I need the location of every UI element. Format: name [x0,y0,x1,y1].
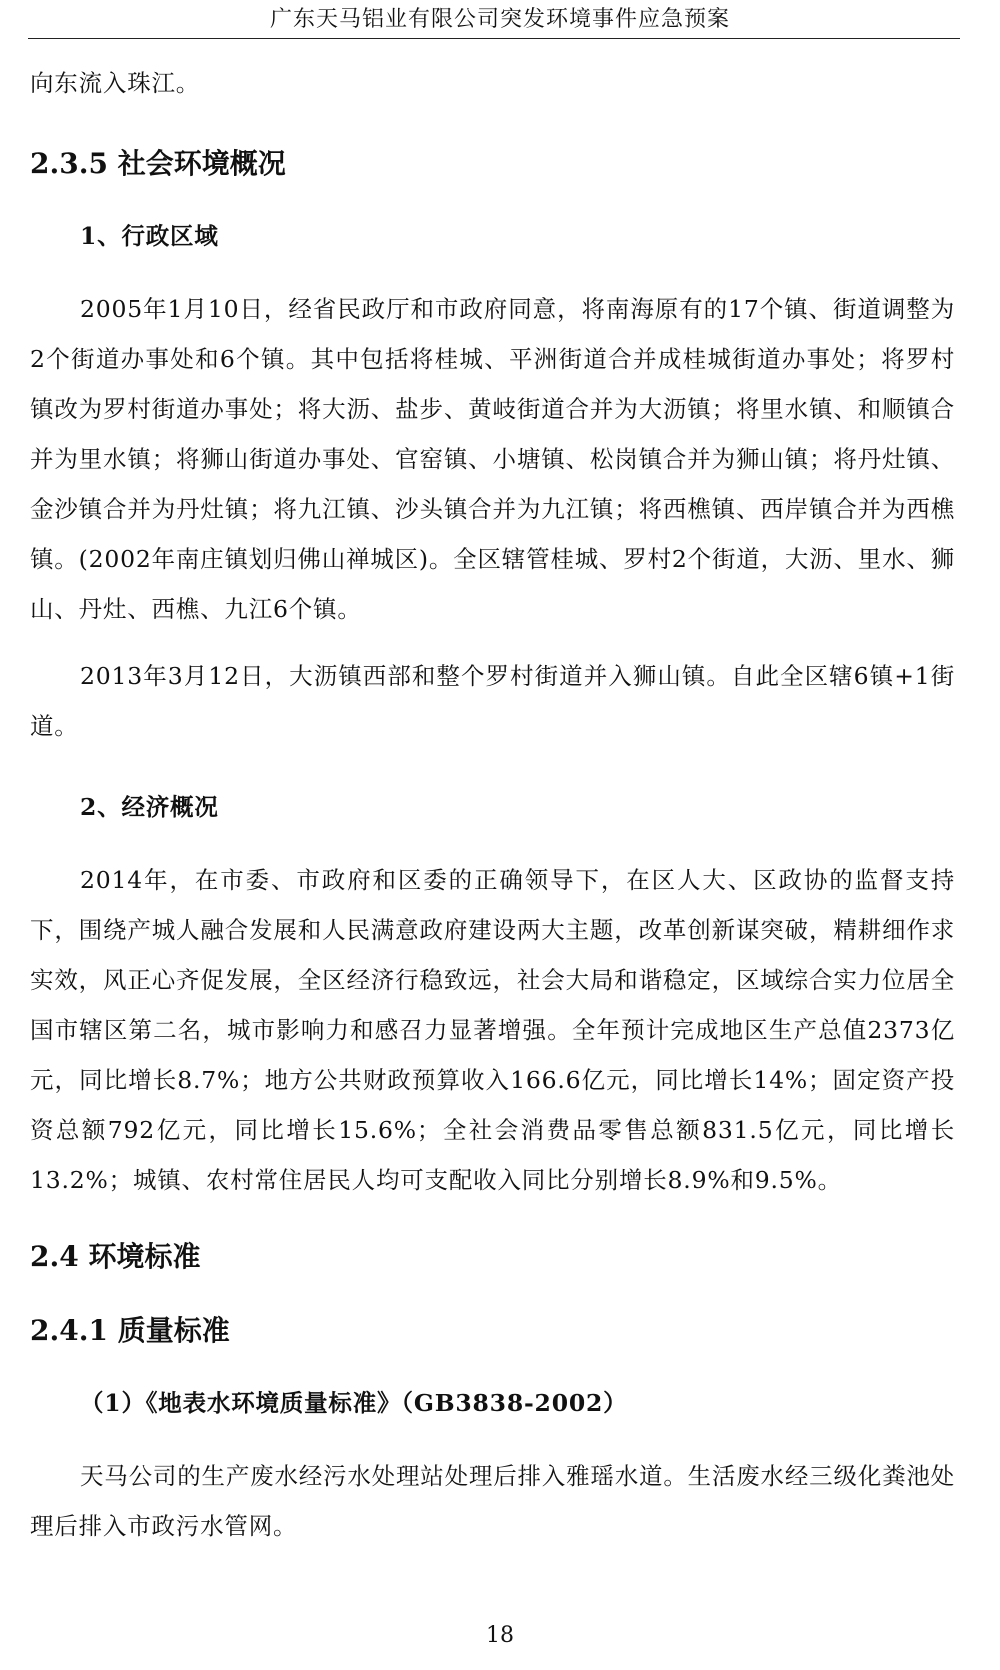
running-header-title: 广东天马铝业有限公司突发环境事件应急预案 [269,7,730,32]
paragraph-administrative-1: 2005年1月10日，经省民政厅和市政府同意，将南海原有的17个镇、街道调整为2个街道办事处和6个镇。其中包括将桂城、平洲街道合并成桂城街道办事处；将罗村镇改为罗村街道办事处；将大沥、盐步、黄岐街道合并为大沥镇；将里水镇、和顺镇合并为里水镇；将狮山街道办事处、官窑镇、小塘镇、松岗镇合并为狮山镇；将丹灶镇、金沙镇合并为丹灶镇；将九江镇、沙头镇合并为九江镇；将西樵镇、西岸镇合并为西樵镇。(2002年南庄镇划归佛山禅城区)。全区辖管桂城、罗村2个街道，大沥、里水、狮山、丹灶、西樵、九江6个镇。 [30,295,955,623]
header-divider [28,38,960,39]
page-body [30,58,955,1551]
paragraph-surface-water-standard: 天马公司的生产废水经污水处理站处理后排入雅瑶水道。生活废水经三级化粪池处理后排入市政污水管网。 [30,1462,955,1540]
subheading-surface-water-standard: （1）《地表水环境质量标准》（GB3838-2002） [80,1389,628,1417]
continued-paragraph: 向东流入珠江。 [30,69,201,97]
section-heading-2-4-1: 2.4.1 质量标准 [30,1314,230,1347]
section-heading-2-3-5: 2.3.5 社会环境概况 [30,147,286,180]
section-heading-2-4: 2.4 环境标准 [30,1240,201,1273]
subheading-economy: 2、经济概况 [80,793,219,821]
paragraph-administrative-2: 2013年3月12日，大沥镇西部和整个罗村街道并入狮山镇。自此全区辖6镇+1街道。 [30,662,955,740]
page-number: 18 [486,1623,514,1648]
subheading-administrative-region: 1、行政区域 [80,222,219,250]
paragraph-economy: 2014年，在市委、市政府和区委的正确领导下，在区人大、区政协的监督支持下，围绕产城人融合发展和人民满意政府建设两大主题，改革创新谋突破，精耕细作求实效，风正心齐促发展，全区经济行稳致远，社会大局和谐稳定，区域综合实力位居全国市辖区第二名，城市影响力和感召力显著增强。全年预计完成地区生产总值2373亿元，同比增长8.7%；地方公共财政预算收入166.6亿元，同比增长14%；固定资产投资总额792亿元，同比增长15.6%；全社会消费品零售总额831.5亿元，同比增长13.2%；城镇、农村常住居民人均可支配收入同比分别增长8.9%和9.5%。 [30,866,955,1194]
